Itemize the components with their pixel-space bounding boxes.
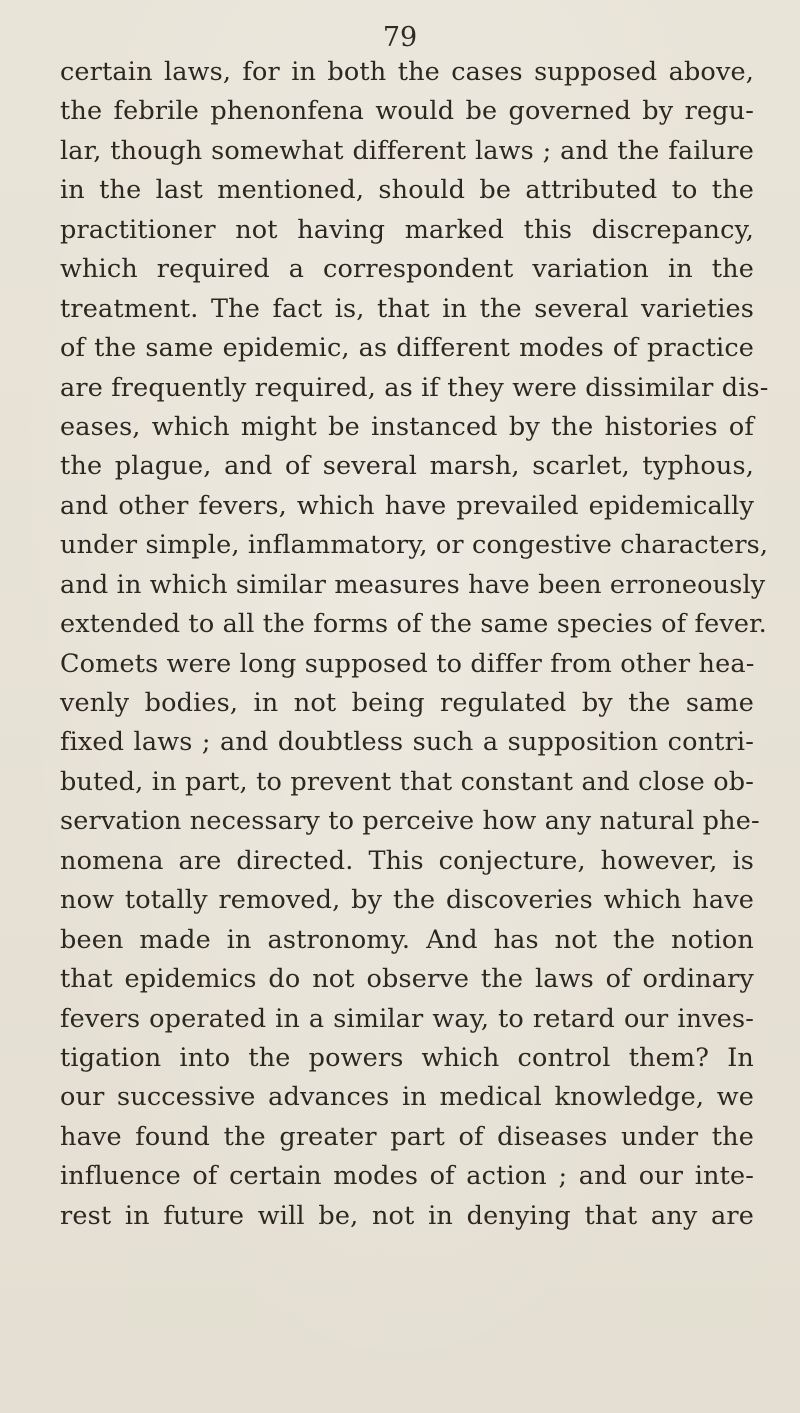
text-line: that epidemics do not observe the laws of ordinary bbox=[60, 964, 754, 995]
text-line: influence of certain modes of action ; and our inte- bbox=[60, 1161, 754, 1192]
text-line: lar, though somewhat different laws ; and the failure bbox=[60, 135, 754, 166]
text-line: in the last mentioned, should be attributed to the bbox=[60, 175, 754, 206]
text-line: the febrile phenonfena would be governed by regu- bbox=[60, 96, 754, 127]
text-line: fixed laws ; and doubtless such a supposition contri- bbox=[60, 727, 754, 758]
text-line: of the same epidemic, as different modes of practice bbox=[60, 333, 754, 364]
text-line: are frequently required, as if they were dissimilar dis- bbox=[60, 372, 769, 403]
text-line: which required a correspondent variation in the bbox=[60, 254, 754, 285]
text-line: been made in astronomy. And has not the notion bbox=[60, 924, 754, 955]
text-line: venly bodies, in not being regulated by the same bbox=[60, 688, 754, 718]
text-line: tigation into the powers which control them? In bbox=[60, 1042, 754, 1073]
text-line: under simple, inflammatory, or congestive characters, bbox=[60, 530, 769, 561]
text-line: eases, which might be instanced by the histories of bbox=[60, 411, 754, 442]
body-text bbox=[60, 53, 769, 1236]
text-line: now totally removed, by the discoveries which have bbox=[60, 885, 754, 916]
page-number: 79 bbox=[382, 22, 418, 53]
text-line: have found the greater part of diseases under the bbox=[60, 1121, 754, 1152]
text-line: rest in future will be, not in denying that any are bbox=[60, 1200, 754, 1231]
text-line: treatment. The fact is, that in the several varieties bbox=[60, 293, 754, 324]
text-line: our successive advances in medical knowledge, we bbox=[60, 1082, 754, 1113]
text-line: buted, in part, to prevent that constant and close ob- bbox=[60, 766, 754, 797]
text-line: and other fevers, which have prevailed epidemically bbox=[60, 490, 754, 521]
text-line: fevers operated in a similar way, to retard our inves- bbox=[60, 1003, 754, 1034]
text-line: certain laws, for in both the cases supposed above, bbox=[60, 57, 754, 87]
text-line: and in which similar measures have been erroneously bbox=[60, 569, 766, 600]
text-line: servation necessary to perceive how any natural phe- bbox=[60, 806, 760, 837]
text-line: practitioner not having marked this discrepancy, bbox=[60, 214, 754, 245]
text-line: extended to all the forms of the same species of fever. bbox=[60, 609, 767, 640]
text-line: Comets were long supposed to differ from other hea- bbox=[60, 648, 755, 679]
text-line: nomena are directed. This conjecture, however, is bbox=[60, 845, 754, 876]
text-line: the plague, and of several marsh, scarlet, typhous, bbox=[60, 451, 754, 482]
